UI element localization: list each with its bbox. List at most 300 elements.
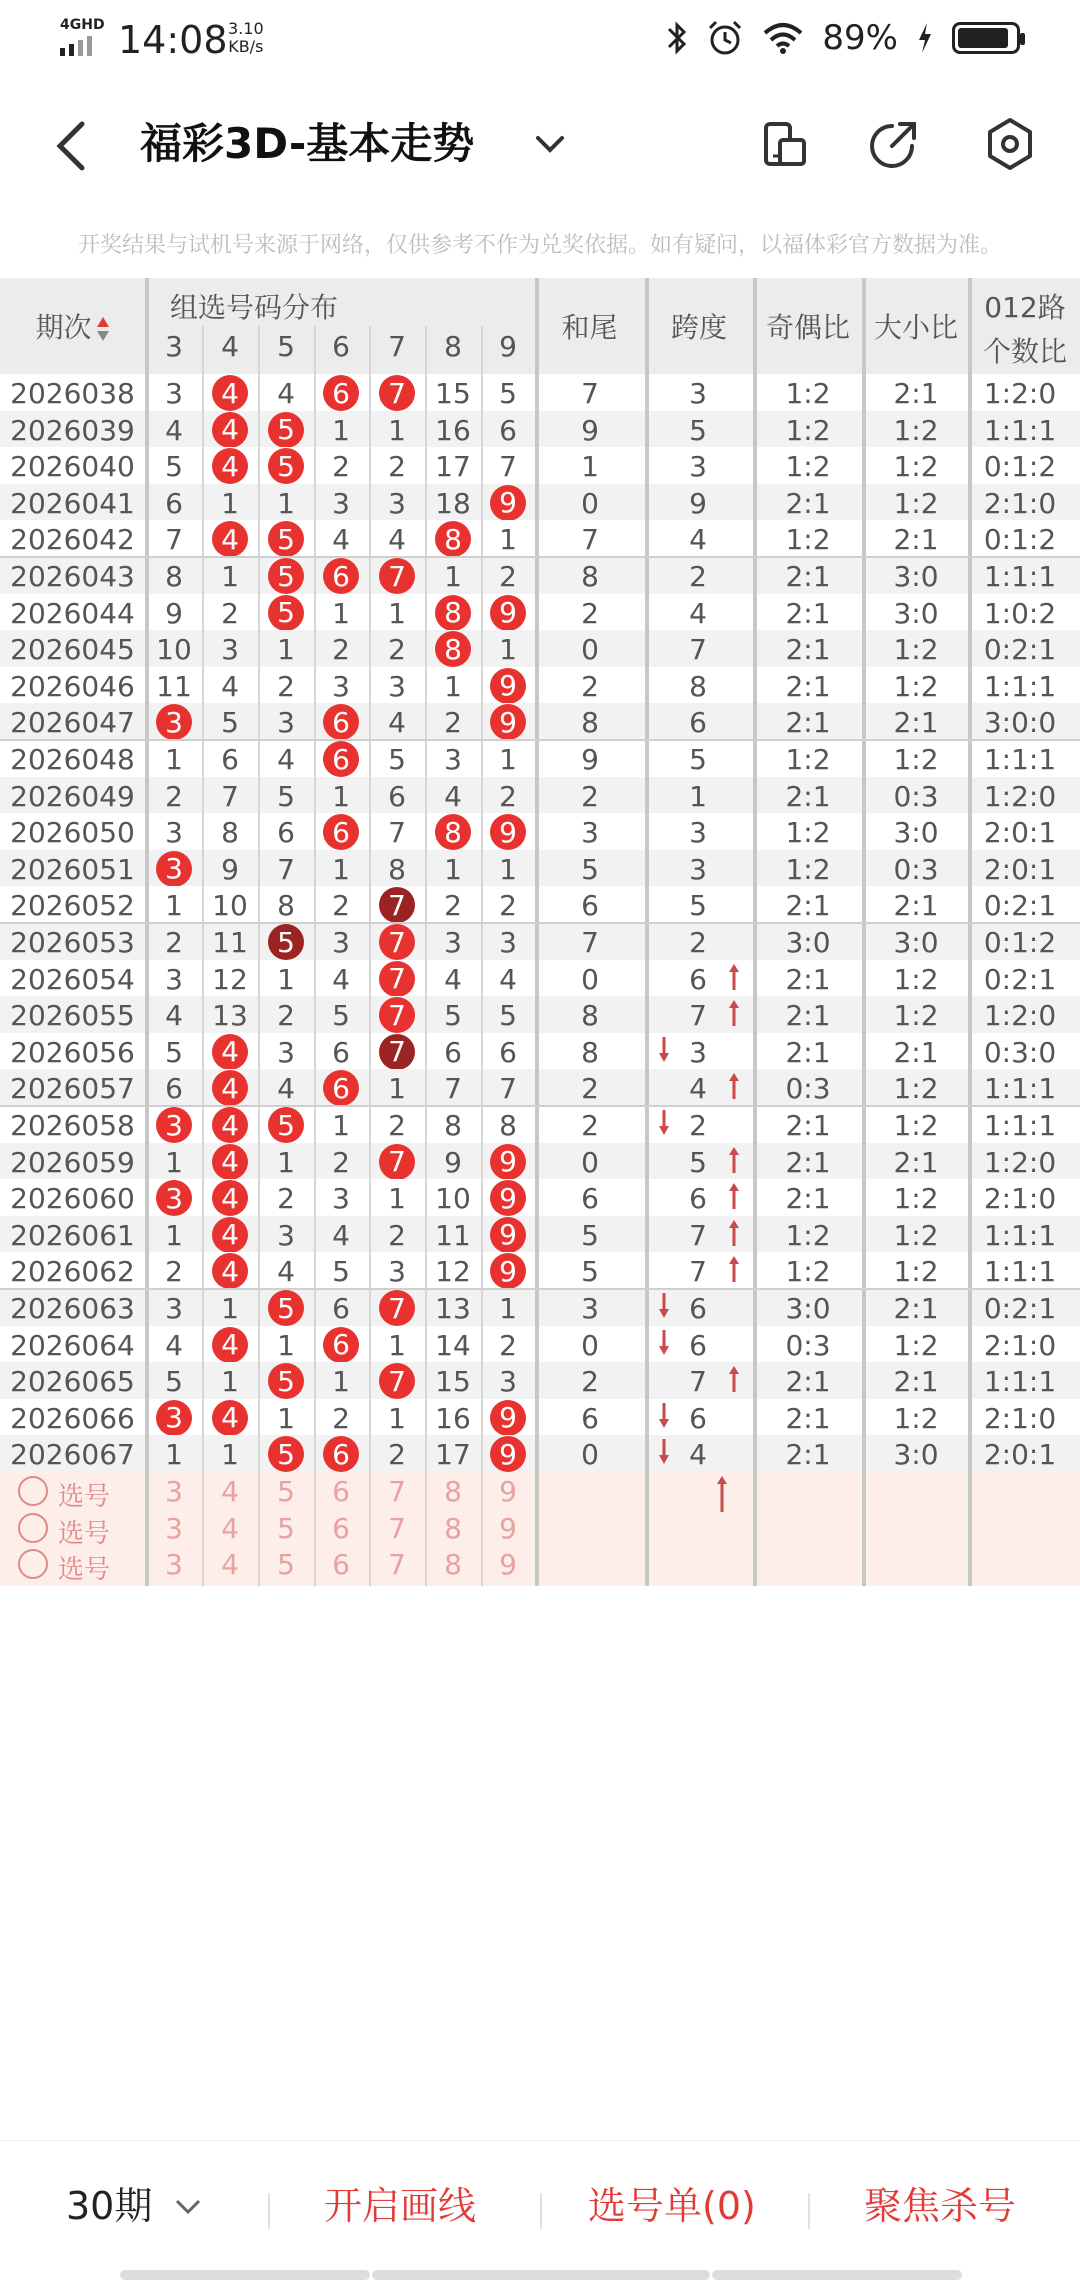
- draw-line-button[interactable]: 开启画线: [324, 2184, 477, 2228]
- arrow-up-icon: [726, 1071, 742, 1101]
- omission-cell: 3: [332, 486, 350, 520]
- omission-cell: 3: [165, 816, 183, 850]
- omission-cell: 2: [388, 633, 406, 667]
- sort-icon[interactable]: [96, 315, 110, 343]
- pick-digit[interactable]: 8: [444, 1511, 462, 1545]
- omission-cell: 7: [221, 779, 239, 813]
- big-small-cell: 1:2: [893, 1182, 939, 1216]
- header-digit-5: 5: [277, 330, 295, 363]
- span-cell: 5: [689, 889, 707, 923]
- big-small-cell: 2:1: [893, 1292, 939, 1325]
- hit-ball: 5: [268, 521, 304, 557]
- omission-cell: 13: [212, 999, 248, 1033]
- hit-ball: 9: [490, 1180, 526, 1216]
- header-digit-4: 4: [221, 330, 239, 363]
- hit-ball: 7: [379, 375, 415, 411]
- omission-cell: 1: [221, 1365, 239, 1399]
- arrow-up-icon: [726, 962, 742, 992]
- hit-ball: 5: [268, 1363, 304, 1399]
- omission-cell: 2: [444, 889, 462, 923]
- hit-ball: 4: [212, 1327, 248, 1363]
- span-cell: 4: [689, 1072, 707, 1106]
- pick-radio[interactable]: [18, 1549, 48, 1579]
- status-bar: [0, 0, 1080, 80]
- pick-digit[interactable]: 7: [388, 1548, 406, 1582]
- pick-digit[interactable]: 5: [277, 1511, 295, 1545]
- hit-ball: 5: [268, 924, 304, 960]
- chevron-down-icon[interactable]: [530, 130, 570, 160]
- hit-ball: 5: [268, 1290, 304, 1326]
- hit-ball: 8: [435, 595, 471, 631]
- route012-cell: 1:2:0: [983, 999, 1057, 1033]
- omission-cell: 4: [165, 413, 183, 447]
- divider: [540, 2193, 542, 2229]
- pick-label[interactable]: 选号: [58, 1518, 111, 1549]
- sum-tail-cell: 6: [581, 889, 599, 923]
- omission-cell: 4: [165, 999, 183, 1033]
- arrow-down-icon: [656, 1401, 672, 1431]
- pick-digit[interactable]: 6: [332, 1475, 350, 1508]
- header-route012-line1: 012路: [984, 291, 1066, 324]
- odd-even-cell: 2:1: [785, 1438, 831, 1472]
- hit-ball: 9: [490, 1217, 526, 1253]
- period-cell: 2026052: [10, 889, 135, 923]
- omission-cell: 7: [499, 450, 517, 484]
- odd-even-cell: 1:2: [785, 413, 831, 447]
- sum-tail-cell: 5: [581, 1218, 599, 1252]
- omission-cell: 5: [499, 999, 517, 1033]
- odd-even-cell: 2:1: [785, 596, 831, 630]
- odd-even-cell: 2:1: [785, 962, 831, 996]
- group-divider: [0, 922, 1080, 924]
- sum-tail-cell: 6: [581, 1182, 599, 1216]
- arrow-up-icon: [726, 1254, 742, 1284]
- omission-cell: 1: [444, 852, 462, 886]
- omission-cell: 5: [165, 1035, 183, 1069]
- route012-cell: 0:1:2: [983, 523, 1057, 557]
- odd-even-cell: 2:1: [785, 1401, 831, 1435]
- omission-cell: 2: [499, 560, 517, 593]
- period-cell: 2026059: [10, 1145, 135, 1179]
- hit-ball: 6: [323, 375, 359, 411]
- hit-ball: 6: [323, 704, 359, 740]
- omission-cell: 2: [388, 1218, 406, 1252]
- span-cell: 7: [689, 1218, 707, 1252]
- omission-cell: 3: [277, 1035, 295, 1069]
- sum-tail-cell: 7: [581, 523, 599, 557]
- route012-cell: 2:1:0: [983, 1401, 1057, 1435]
- big-small-cell: 2:1: [893, 1035, 939, 1069]
- pick-label[interactable]: 选号: [58, 1555, 111, 1586]
- omission-cell: 1: [165, 1438, 183, 1472]
- hit-ball: 8: [435, 631, 471, 667]
- omission-cell: 6: [499, 413, 517, 447]
- omission-cell: 5: [332, 1255, 350, 1289]
- omission-cell: 2: [221, 596, 239, 630]
- arrow-down-icon: [656, 1437, 672, 1467]
- big-small-cell: 1:2: [893, 669, 939, 703]
- omission-cell: 1: [332, 1109, 350, 1142]
- hit-ball: 6: [323, 558, 359, 594]
- odd-even-cell: 1:2: [785, 523, 831, 557]
- arrow-up-icon: [714, 1474, 730, 1514]
- pick-digit[interactable]: 3: [165, 1548, 183, 1582]
- period-cell: 2026046: [10, 669, 135, 703]
- sum-tail-cell: 9: [581, 743, 599, 776]
- route012-cell: 1:2:0: [983, 1145, 1057, 1179]
- omission-cell: 1: [499, 1292, 517, 1325]
- omission-cell: 7: [165, 523, 183, 557]
- hit-ball: 5: [268, 412, 304, 448]
- omission-cell: 1: [388, 413, 406, 447]
- omission-cell: 2: [332, 633, 350, 667]
- battery-icon: [952, 22, 1020, 54]
- odd-even-cell: 1:2: [785, 852, 831, 886]
- bottom-toolbar: [0, 2140, 1080, 2280]
- omission-cell: 8: [388, 852, 406, 886]
- big-small-cell: 3:0: [893, 816, 939, 850]
- period-cell: 2026048: [10, 743, 135, 776]
- big-small-cell: 2:1: [893, 523, 939, 557]
- column-divider: [968, 278, 972, 1586]
- omission-cell: 1: [165, 1145, 183, 1179]
- sum-tail-cell: 5: [581, 852, 599, 886]
- period-cell: 2026051: [10, 852, 135, 886]
- span-cell: 6: [689, 1401, 707, 1435]
- span-cell: 6: [689, 706, 707, 740]
- hit-ball: 6: [323, 814, 359, 850]
- omission-cell: 11: [435, 1218, 471, 1252]
- pick-digit[interactable]: 8: [444, 1548, 462, 1582]
- span-cell: 4: [689, 523, 707, 557]
- column-divider: [753, 278, 757, 1586]
- hit-ball: 9: [490, 1400, 526, 1436]
- pick-digit[interactable]: 8: [444, 1475, 462, 1508]
- omission-cell: 5: [165, 1365, 183, 1399]
- pick-digit[interactable]: 4: [221, 1511, 239, 1545]
- settings-icon[interactable]: [982, 116, 1038, 172]
- omission-cell: 1: [221, 560, 239, 593]
- omission-cell: 12: [212, 962, 248, 996]
- big-small-cell: 2:1: [893, 706, 939, 740]
- pick-digit[interactable]: 6: [332, 1511, 350, 1545]
- hit-ball: 9: [490, 1436, 526, 1472]
- nav-hint: [372, 2270, 710, 2280]
- period-cell: 2026056: [10, 1035, 135, 1069]
- omission-cell: 6: [499, 1035, 517, 1069]
- omission-cell: 7: [277, 852, 295, 886]
- pick-digit[interactable]: 3: [165, 1511, 183, 1545]
- pick-digit[interactable]: 6: [332, 1548, 350, 1582]
- omission-cell: 4: [388, 706, 406, 740]
- period-cell: 2026066: [10, 1401, 135, 1435]
- omission-cell: 3: [388, 1255, 406, 1289]
- sum-tail-cell: 3: [581, 1292, 599, 1325]
- divider: [808, 2193, 810, 2229]
- sum-tail-cell: 8: [581, 560, 599, 593]
- page-title[interactable]: 福彩3D-基本走势: [140, 119, 475, 168]
- omission-cell: 14: [435, 1328, 471, 1362]
- sum-tail-cell: 0: [581, 1145, 599, 1179]
- odd-even-cell: 1:2: [785, 743, 831, 776]
- arrow-up-icon: [726, 1218, 742, 1248]
- hit-ball: 9: [490, 1253, 526, 1289]
- omission-cell: 1: [277, 633, 295, 667]
- back-icon[interactable]: [50, 118, 98, 174]
- omission-cell: 5: [499, 377, 517, 410]
- pick-digit[interactable]: 7: [388, 1511, 406, 1545]
- column-divider: [202, 326, 204, 1586]
- charging-icon: [916, 21, 934, 55]
- hit-ball: 4: [212, 448, 248, 484]
- sum-tail-cell: 8: [581, 706, 599, 740]
- pick-digit[interactable]: 3: [165, 1475, 183, 1508]
- pick-list-button[interactable]: 选号单(0): [588, 2184, 756, 2228]
- omission-cell: 16: [435, 413, 471, 447]
- odd-even-cell: 0:3: [785, 1072, 831, 1106]
- period-cell: 2026065: [10, 1365, 135, 1399]
- pick-radio[interactable]: [18, 1476, 48, 1506]
- clock: 14:08: [118, 18, 228, 62]
- network-speed: [228, 20, 264, 56]
- hit-ball: 4: [212, 521, 248, 557]
- omission-cell: 3: [221, 633, 239, 667]
- pick-digit[interactable]: 5: [277, 1475, 295, 1508]
- column-divider: [862, 278, 866, 1586]
- pick-digit[interactable]: 9: [499, 1475, 517, 1508]
- span-cell: 2: [689, 1109, 707, 1142]
- omission-cell: 1: [332, 779, 350, 813]
- span-cell: 3: [689, 377, 707, 410]
- omission-cell: 2: [165, 779, 183, 813]
- span-cell: 3: [689, 852, 707, 886]
- sum-tail-cell: 8: [581, 1035, 599, 1069]
- omission-cell: 6: [332, 1035, 350, 1069]
- pick-digit[interactable]: 7: [388, 1475, 406, 1508]
- route012-cell: 1:1:1: [983, 1255, 1057, 1289]
- sum-tail-cell: 3: [581, 816, 599, 850]
- omission-cell: 1: [277, 1328, 295, 1362]
- span-cell: 8: [689, 669, 707, 703]
- hit-ball: 7: [379, 1144, 415, 1180]
- pick-digit[interactable]: 5: [277, 1548, 295, 1582]
- span-cell: 7: [689, 1365, 707, 1399]
- hit-ball: 5: [268, 1436, 304, 1472]
- omission-cell: 3: [444, 743, 462, 776]
- group-divider: [0, 556, 1080, 558]
- header-sum-tail: 和尾: [561, 311, 618, 344]
- route012-cell: 1:1:1: [983, 1365, 1057, 1399]
- share-icon[interactable]: [866, 116, 922, 172]
- omission-cell: 12: [435, 1255, 471, 1289]
- route012-cell: 3:0:0: [983, 706, 1057, 740]
- omission-cell: 1: [388, 1328, 406, 1362]
- status-right: [666, 18, 1020, 58]
- hit-ball: 7: [379, 1363, 415, 1399]
- speed-value: 3.10: [228, 19, 264, 38]
- omission-cell: 17: [435, 450, 471, 484]
- header-period[interactable]: [0, 306, 145, 346]
- big-small-cell: 1:2: [893, 413, 939, 447]
- divider: [268, 2193, 270, 2229]
- omission-cell: 1: [165, 1218, 183, 1252]
- period-cell: 2026063: [10, 1292, 135, 1325]
- omission-cell: 2: [277, 999, 295, 1033]
- pick-digit[interactable]: 9: [499, 1511, 517, 1545]
- column-divider: [425, 326, 427, 1586]
- period-cell: 2026062: [10, 1255, 135, 1289]
- omission-cell: 6: [388, 779, 406, 813]
- hit-ball: 3: [156, 1107, 192, 1143]
- big-small-cell: 1:2: [893, 999, 939, 1033]
- omission-cell: 5: [444, 999, 462, 1033]
- big-small-cell: 3:0: [893, 1438, 939, 1472]
- odd-even-cell: 2:1: [785, 1109, 831, 1142]
- sum-tail-cell: 0: [581, 1438, 599, 1472]
- omission-cell: 9: [444, 1145, 462, 1179]
- omission-cell: 11: [156, 669, 192, 703]
- omission-cell: 4: [332, 523, 350, 557]
- route012-cell: 1:1:1: [983, 743, 1057, 776]
- big-small-cell: 3:0: [893, 926, 939, 959]
- hit-ball: 7: [379, 558, 415, 594]
- hit-ball: 7: [379, 961, 415, 997]
- arrow-up-icon: [726, 1181, 742, 1211]
- period-select[interactable]: [66, 2181, 204, 2231]
- hit-ball: 9: [490, 704, 526, 740]
- span-cell: 5: [689, 743, 707, 776]
- omission-cell: 8: [221, 816, 239, 850]
- omission-cell: 2: [332, 1145, 350, 1179]
- column-divider: [535, 278, 539, 1586]
- route012-cell: 2:0:1: [983, 816, 1057, 850]
- omission-cell: 1: [277, 1145, 295, 1179]
- route012-cell: 0:3:0: [983, 1035, 1057, 1069]
- omission-cell: 3: [165, 1292, 183, 1325]
- omission-cell: 1: [388, 1401, 406, 1435]
- omission-cell: 10: [156, 633, 192, 667]
- sum-tail-cell: 2: [581, 1109, 599, 1142]
- pick-radio[interactable]: [18, 1513, 48, 1543]
- omission-cell: 6: [277, 816, 295, 850]
- phone-rotate-icon[interactable]: [756, 116, 812, 172]
- header-odd-even: 奇偶比: [765, 311, 850, 344]
- omission-cell: 3: [499, 926, 517, 959]
- big-small-cell: 2:1: [893, 1145, 939, 1179]
- span-cell: 2: [689, 560, 707, 593]
- odd-even-cell: 2:1: [785, 1035, 831, 1069]
- route012-cell: 1:1:1: [983, 1218, 1057, 1252]
- hit-ball: 4: [212, 1400, 248, 1436]
- sum-tail-cell: 6: [581, 1401, 599, 1435]
- hit-ball: 4: [212, 412, 248, 448]
- odd-even-cell: 1:2: [785, 1218, 831, 1252]
- pick-label[interactable]: 选号: [58, 1482, 111, 1512]
- odd-even-cell: 0:3: [785, 1328, 831, 1362]
- period-cell: 2026042: [10, 523, 135, 557]
- hit-ball: 8: [435, 814, 471, 850]
- big-small-cell: 1:2: [893, 743, 939, 776]
- big-small-cell: 3:0: [893, 596, 939, 630]
- omission-cell: 9: [221, 852, 239, 886]
- arrow-up-icon: [726, 1145, 742, 1175]
- sum-tail-cell: 7: [581, 926, 599, 959]
- omission-cell: 8: [165, 560, 183, 593]
- span-cell: 4: [689, 1438, 707, 1472]
- hit-ball: 9: [490, 1144, 526, 1180]
- omission-cell: 4: [277, 377, 295, 410]
- period-cell: 2026047: [10, 706, 135, 740]
- omission-cell: 9: [165, 596, 183, 630]
- omission-cell: 1: [499, 633, 517, 667]
- odd-even-cell: 1:2: [785, 1255, 831, 1289]
- hit-ball: 9: [490, 595, 526, 631]
- column-divider: [481, 326, 483, 1586]
- focus-kill-button[interactable]: 聚焦杀号: [864, 2184, 1017, 2228]
- span-cell: 6: [689, 1182, 707, 1216]
- omission-cell: 8: [444, 1109, 462, 1142]
- omission-cell: 4: [277, 1255, 295, 1289]
- big-small-cell: 0:3: [893, 779, 939, 813]
- period-cell: 2026054: [10, 962, 135, 996]
- app-header: [0, 80, 1080, 210]
- omission-cell: 10: [435, 1182, 471, 1216]
- omission-cell: 1: [388, 1072, 406, 1106]
- route012-cell: 1:2:0: [983, 377, 1057, 410]
- omission-cell: 1: [444, 560, 462, 593]
- period-label: 30期: [66, 2184, 153, 2228]
- hit-ball: 4: [212, 1253, 248, 1289]
- route012-cell: 2:1:0: [983, 486, 1057, 520]
- hit-ball: 4: [212, 1107, 248, 1143]
- odd-even-cell: 2:1: [785, 669, 831, 703]
- pick-digit[interactable]: 4: [221, 1548, 239, 1582]
- odd-even-cell: 1:2: [785, 377, 831, 410]
- signal-icon: [60, 36, 92, 56]
- sum-tail-cell: 0: [581, 1328, 599, 1362]
- pick-digit[interactable]: 9: [499, 1548, 517, 1582]
- hit-ball: 7: [379, 1034, 415, 1070]
- omission-cell: 4: [332, 962, 350, 996]
- omission-cell: 3: [388, 669, 406, 703]
- period-cell: 2026064: [10, 1328, 135, 1362]
- bluetooth-icon: [666, 20, 688, 56]
- route012-cell: 1:1:1: [983, 669, 1057, 703]
- span-cell: 3: [689, 450, 707, 484]
- omission-cell: 3: [332, 1182, 350, 1216]
- arrow-down-icon: [656, 1328, 672, 1358]
- omission-cell: 2: [277, 1182, 295, 1216]
- route012-cell: 1:2:0: [983, 779, 1057, 813]
- route012-cell: 0:2:1: [983, 962, 1057, 996]
- hit-ball: 3: [156, 1180, 192, 1216]
- omission-cell: 15: [435, 377, 471, 410]
- sum-tail-cell: 2: [581, 596, 599, 630]
- pick-digit[interactable]: 4: [221, 1475, 239, 1508]
- omission-cell: 4: [444, 779, 462, 813]
- period-cell: 2026049: [10, 779, 135, 813]
- period-cell: 2026043: [10, 560, 135, 593]
- arrow-up-icon: [726, 1364, 742, 1394]
- span-cell: 6: [689, 1292, 707, 1325]
- route012-cell: 1:1:1: [983, 1109, 1057, 1142]
- arrow-down-icon: [656, 1035, 672, 1065]
- omission-cell: 3: [277, 706, 295, 740]
- odd-even-cell: 3:0: [785, 926, 831, 959]
- period-cell: 2026044: [10, 596, 135, 630]
- omission-cell: 4: [332, 1218, 350, 1252]
- omission-cell: 6: [221, 743, 239, 776]
